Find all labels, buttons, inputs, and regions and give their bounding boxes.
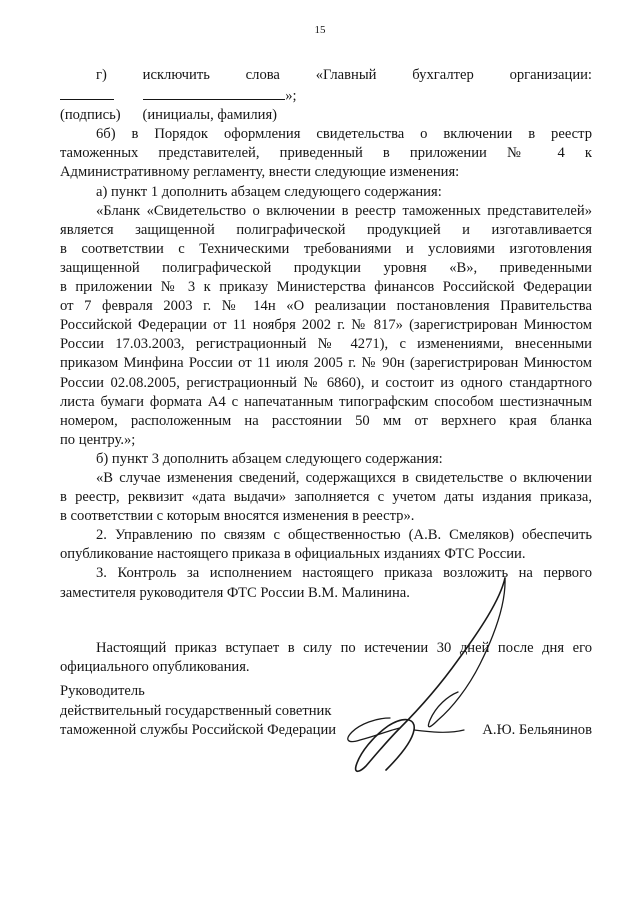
text-line: является защищенной полиграфической продукцией и изготавливается [60, 221, 592, 238]
text-line: г) исключить слова «Главный бухгалтер организации: [96, 67, 592, 83]
signatory-title-line: Руководитель [60, 683, 145, 699]
caption-initials: (инициалы, фамилия) [142, 107, 278, 124]
text-line: в соответствии с которым вносятся изменения в реестр». [60, 508, 415, 525]
signature-blank [60, 85, 114, 100]
signature-stroke [356, 578, 505, 771]
signatory-block [60, 682, 592, 741]
text-line: «В случае изменения сведений, содержащихся в свидетельстве о включении [96, 469, 592, 486]
text-line: в соответствии с Техническими требованиями и условиями изготовления [60, 240, 592, 257]
text-line: в реестр, реквизит «дата выдачи» заполняется с учетом даты издания приказа, [60, 489, 592, 506]
text-line: опубликование настоящего приказа в официальных изданиях ФТС России. [60, 546, 526, 563]
text-fragment: »; [285, 88, 297, 105]
text-line: таможенных представителей, приведенный в приложении № 4 к [60, 145, 592, 162]
text-line: приказом Минфина России от 11 июля 2005 г. № 90н (зарегистрирован Минюстом [60, 355, 592, 372]
text-line: номером, расположенным на расстоянии 50 мм от верхнего края бланка [60, 412, 592, 429]
text-line: заместителя руководителя ФТС России В.М. Малинина. [60, 584, 410, 601]
text-line: 2. Управлению по связям с общественностью (А.В. Смеляков) обеспечить [96, 527, 592, 544]
text-line: б) пункт 3 дополнить абзацем следующего содержания: [96, 450, 443, 467]
text-line: по центру.»; [60, 431, 136, 448]
signatory-name: А.Ю. Бельянинов [482, 722, 592, 738]
text-line: защищенной полиграфической продукции уровня «В», приведенными [60, 259, 592, 276]
paragraph-sub-b [60, 450, 592, 526]
text-line: Административному регламенту, внести следующие изменения: [60, 164, 460, 181]
text-line: а) пункт 1 дополнить абзацем следующего содержания: [96, 183, 442, 200]
paragraph-sub-a [60, 183, 592, 450]
paragraph-point-2 [60, 526, 592, 564]
blank-captions [60, 106, 592, 125]
text-line: России 02.08.2005, регистрационный № 6860), и состоит из одного стандартного [60, 374, 592, 391]
text-line: в приложении № 3 к приказу Министерства финансов Российской Федерации [60, 279, 592, 296]
text-line: Настоящий приказ вступает в силу по истечении 30 дней после дня его [96, 639, 592, 656]
text-line: 3. Контроль за исполнением настоящего приказа возложить на первого [96, 565, 592, 582]
text-line: России 17.03.2003, регистрационный № 4271), с изменениями, внесенными [60, 336, 592, 353]
paragraph-item-g [60, 66, 592, 125]
signatory-title-line: действительный государственный советник [60, 702, 332, 719]
handwritten-signature [330, 560, 550, 780]
signatory-title-line: таможенной службы Российской Федерации [60, 722, 337, 738]
caption-signature: (подпись) [60, 107, 121, 124]
page-number: 15 [314, 24, 326, 36]
text-line: 6б) в Порядок оформления свидетельства о включении в реестр [96, 126, 592, 143]
text-line: Российской Федерации от 11 ноября 2002 г. № 817» (зарегистрирован Минюстом [60, 317, 592, 334]
blank-line-row [60, 85, 592, 106]
text-line: от 7 февраля 2003 г. № 14н «О реализации постановления Правительства [60, 298, 592, 315]
text-line: «Бланк «Свидетельство о включении в реестр таможенных представителей» [96, 202, 592, 219]
text-line: листа бумаги формата А4 с напечатанным типографским способом шестизначным [60, 393, 592, 410]
paragraph-item-6b [60, 125, 592, 182]
initials-blank [143, 85, 285, 100]
text-line: официального опубликования. [60, 658, 250, 675]
